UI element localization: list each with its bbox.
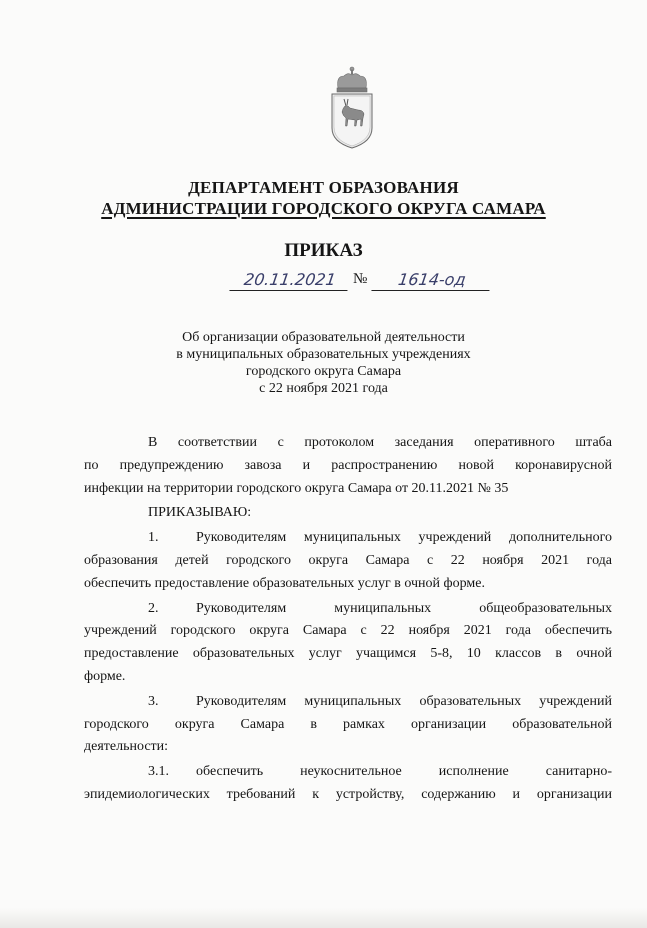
item-line: Руководителям муниципальных учреждений дополнительного: [196, 530, 612, 546]
item-line: Руководителям муниципальных общеобразовательных: [196, 600, 612, 616]
order-date-number-line: [231, 268, 491, 294]
item-number: 3.: [148, 693, 159, 709]
item-line: предоставление образовательных услуг учащимся 5-8, 10 классов в очной: [84, 646, 612, 662]
department-title: ДЕПАРТАМЕНТ ОБРАЗОВАНИЯ: [188, 178, 459, 197]
preamble-line: В соответствии с протоколом заседания оперативного штаба: [148, 435, 612, 450]
item-number: 3.1.: [148, 764, 169, 780]
preamble-line: инфекции на территории городского округа Самара от 20.11.2021 № 35: [84, 480, 509, 496]
administration-title: АДМИНИСТРАЦИИ ГОРОДСКОГО ОКРУГА САМАРА: [101, 199, 546, 218]
item-line: образования детей городского округа Самара с 22 ноября 2021 года: [84, 552, 612, 568]
preamble-line: по предупреждению завоза и распространению новой коронавирусной: [84, 457, 612, 473]
item-line: деятельности:: [84, 739, 169, 755]
order-word: ПРИКАЗЫВАЮ:: [148, 505, 252, 521]
order-body: [84, 432, 612, 807]
order-date: 20.11.2021: [229, 268, 350, 291]
item-line: обеспечить предоставление образовательных услуг в очной форме.: [84, 575, 485, 591]
item-line: Руководителям муниципальных образовательных учреждений: [196, 693, 612, 709]
subject-line: городского округа Самара: [245, 364, 402, 379]
item-line: обеспечить неукоснительное исполнение санитарно-: [196, 764, 612, 780]
document-type-title: ПРИКАЗ: [284, 240, 363, 261]
item-line: форме.: [84, 668, 126, 684]
subject-line: в муниципальных образовательных учреждениях: [176, 347, 471, 362]
item-line: городского округа Самара в рамках организации образовательной: [84, 716, 612, 732]
item-number: 2.: [148, 600, 159, 616]
item-line: учреждений городского округа Самара с 22 ноября 2021 года обеспечить: [84, 623, 612, 639]
order-subject: [0, 329, 647, 397]
order-number: 1614-од: [371, 268, 492, 291]
item-number: 1.: [148, 530, 159, 546]
samara-coat-of-arms-icon: [326, 66, 378, 150]
subject-line: с 22 ноября 2021 года: [259, 381, 388, 396]
page-bottom-edge: [0, 908, 647, 928]
subject-line: Об организации образовательной деятельности: [182, 330, 465, 345]
number-sign: №: [353, 271, 368, 287]
item-line: эпидемиологических требований к устройству, содержанию и организации: [84, 786, 612, 802]
